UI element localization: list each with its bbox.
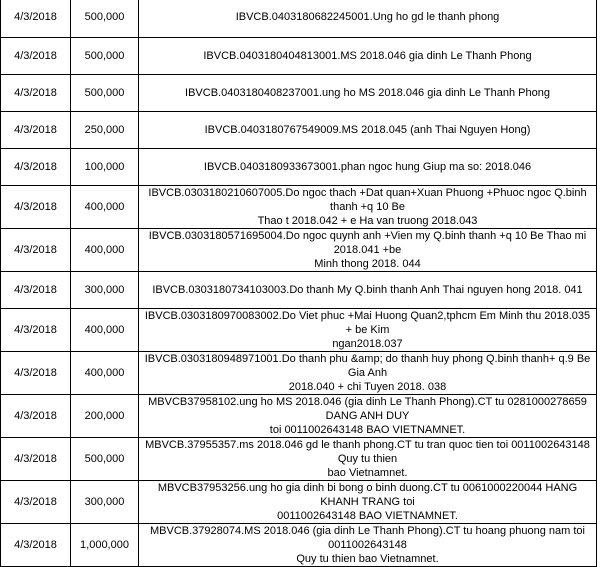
date-cell: 4/3/2018	[1, 395, 71, 438]
date-cell: 4/3/2018	[1, 309, 71, 352]
description-cell	[139, 481, 597, 524]
table-row	[1, 395, 597, 438]
table-row	[1, 524, 597, 567]
table-row	[1, 38, 597, 75]
description-line: MBVCB.37928074.MS 2018.046 (gia dinh Le Thanh Phong).CT tu hoang phuong nam toi 0011002643148	[149, 525, 585, 551]
amount-cell: 500,000	[71, 75, 139, 112]
donation-table-body	[1, 0, 597, 567]
date-cell: 4/3/2018	[1, 112, 71, 149]
description-line: IBVCB.0303180210607005.Do ngoc thach +Dat quan+Xuan Phuong +Phuoc ngoc Q.binh thanh +q 10 Be	[148, 187, 587, 213]
description-cell	[139, 38, 597, 75]
date-cell: 4/3/2018	[1, 524, 71, 567]
description-cell	[139, 309, 597, 352]
description-line: IBVCB.0403180933673001.phan ngoc hung Giup ma so: 2018.046	[203, 161, 532, 173]
date-cell: 4/3/2018	[1, 229, 71, 272]
amount-cell: 500,000	[71, 0, 139, 38]
table-row	[1, 309, 597, 352]
amount-cell: 250,000	[71, 112, 139, 149]
description-line: Thao t 2018.042 + e Ha van truong 2018.043	[257, 215, 478, 227]
table-row	[1, 112, 597, 149]
table-row	[1, 0, 597, 38]
description-line: Quy tu thien bao Vietnamnet.	[296, 553, 439, 565]
amount-cell: 100,000	[71, 149, 139, 186]
table-row	[1, 272, 597, 309]
table-row	[1, 75, 597, 112]
date-cell: 4/3/2018	[1, 149, 71, 186]
table-row	[1, 438, 597, 481]
description-line: ngan2018.037	[332, 338, 403, 350]
amount-cell: 300,000	[71, 272, 139, 309]
description-line: IBVCB.0403180767549009.MS 2018.045 (anh Thai Nguyen Hong)	[204, 124, 531, 136]
description-line: MBVCB37953256.ung ho gia dinh bi bong o binh duong.CT tu 0061000220044 HANG KHANH TRANG toi	[157, 482, 578, 508]
description-line: IBVCB.0403180408237001.ung ho MS 2018.046 gia dinh Le Thanh Phong	[185, 87, 550, 99]
amount-cell: 500,000	[71, 38, 139, 75]
amount-cell: 400,000	[71, 352, 139, 395]
description-cell	[139, 112, 597, 149]
description-line: MBVCB37958102.ung ho MS 2018.046 (gia dinh Le Thanh Phong).CT tu 0281000278659 DANG ANH DUY	[148, 396, 587, 422]
description-cell	[139, 272, 597, 309]
description-line: IBVCB.0403180682245001.Ung ho gd le thanh phong	[235, 11, 500, 23]
amount-cell: 200,000	[71, 395, 139, 438]
description-cell	[139, 524, 597, 567]
amount-cell: 400,000	[71, 186, 139, 229]
amount-cell: 400,000	[71, 309, 139, 352]
date-cell: 4/3/2018	[1, 272, 71, 309]
table-row	[1, 352, 597, 395]
description-line: Minh thong 2018. 044	[314, 258, 421, 270]
description-cell	[139, 395, 597, 438]
description-line: toi 0011002643148 BAO VIETNAMNET.	[269, 424, 466, 436]
amount-cell: 400,000	[71, 229, 139, 272]
description-cell	[139, 352, 597, 395]
date-cell: 4/3/2018	[1, 186, 71, 229]
amount-cell: 300,000	[71, 481, 139, 524]
date-cell: 4/3/2018	[1, 481, 71, 524]
description-line: 0011002643148 BAO VIETNAMNET.	[277, 510, 458, 522]
description-line: MBVCB.37955357.ms 2018.046 gd le thanh phong.CT tu tran quoc tien toi 0011002643148 Quy tu thien	[145, 439, 590, 465]
date-cell: 4/3/2018	[1, 75, 71, 112]
description-cell	[139, 186, 597, 229]
table-row	[1, 481, 597, 524]
date-cell: 4/3/2018	[1, 438, 71, 481]
description-cell	[139, 75, 597, 112]
description-line: 2018.040 + chi Tuyen 2018. 038	[288, 381, 447, 393]
amount-cell: 1,000,000	[71, 524, 139, 567]
description-line: IBVCB.0403180404813001.MS 2018.046 gia dinh Le Thanh Phong	[203, 50, 532, 62]
description-line: IBVCB.0303180571695004.Do ngoc quynh anh +Vien my Q.binh thanh +q 10 Be Thao mi 2018.041 +be	[148, 230, 587, 256]
description-line: IBVCB.0303180734103003.Do thanh My Q.binh thanh Anh Thai nguyen hong 2018. 041	[152, 284, 583, 296]
amount-cell: 500,000	[71, 438, 139, 481]
description-line: bao Vietnamnet.	[327, 467, 408, 479]
table-row	[1, 229, 597, 272]
description-cell	[139, 149, 597, 186]
date-cell: 4/3/2018	[1, 352, 71, 395]
date-cell: 4/3/2018	[1, 38, 71, 75]
description-cell	[139, 0, 597, 38]
description-cell	[139, 438, 597, 481]
date-cell: 4/3/2018	[1, 0, 71, 38]
table-row	[1, 149, 597, 186]
description-line: IBVCB.0303180948971001.Do thanh phu &amp; do thanh huy phong Q.binh thanh+ q.9 Be Gia Anh	[144, 353, 591, 379]
description-line: IBVCB.0303180970083002.Do Viet phuc +Mai Huong Quan2,tphcm Em Minh thu 2018.035 + be Kim	[144, 310, 591, 336]
table-row	[1, 186, 597, 229]
description-cell	[139, 229, 597, 272]
